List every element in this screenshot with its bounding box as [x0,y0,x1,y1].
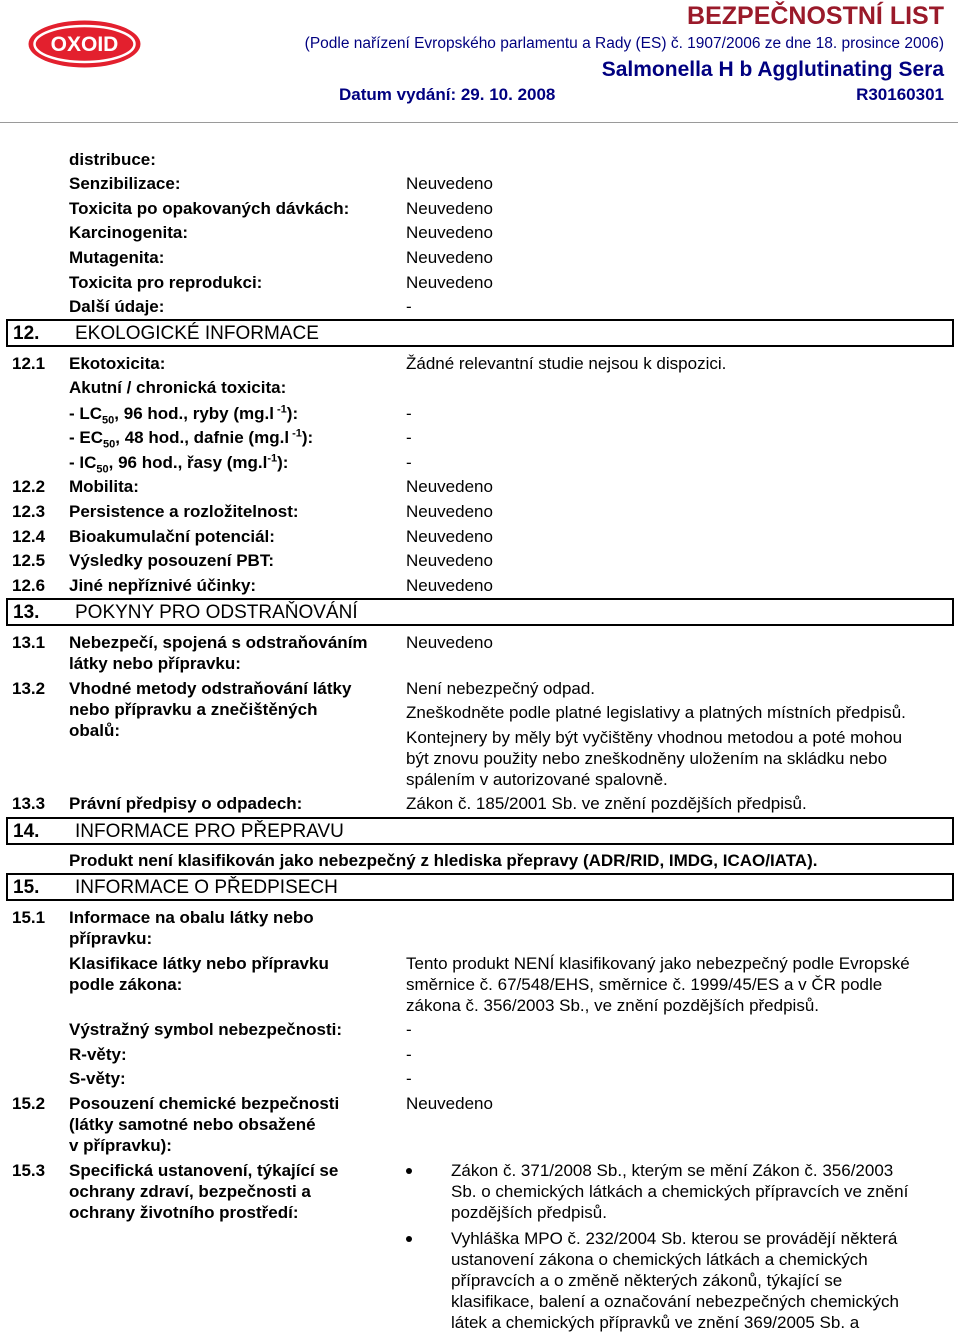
section-title: POKYNY PRO ODSTRAŇOVÁNÍ [75,602,358,623]
ic50-label: - $IC_{50}$, 96 hod., řasy $(mg.l^{-1})$: [69,452,289,476]
ec50-label: - $EC_{50}$, 48 hod., dafnie (mg.l $^{-1}$): [69,427,314,451]
bullet-icon [406,1168,412,1174]
item-label: nebo přípravku a znečištěných [69,700,318,719]
tox-value: Neuvedeno [406,174,493,193]
item-value: Zákon č. 185/2001 Sb. ve znění pozdějších předpisů. [406,794,807,813]
section-12-header [6,319,954,347]
item-value: Neuvedeno [406,527,493,546]
item-number: 13.1 [12,633,46,652]
document-title: BEZPEČNOSTNÍ LIST [687,2,944,30]
section-15-header [6,873,954,901]
oxoid-logo [28,20,141,68]
item-label: ochrany životního prostředí: [69,1203,299,1222]
item-number: 12.3 [12,502,46,521]
item-label: Posouzení chemické bezpečnosti [69,1094,340,1113]
item-label: obalů: [69,721,120,740]
ec50-value: - [406,428,412,447]
s-phrases-label: S-věty: [69,1069,126,1088]
item-label: Bioakumulační potenciál: [69,527,275,546]
item-value: být znovu použity nebo zneškodněny uložením na skládku nebo [406,749,888,768]
ecotoxicity-value: Žádné relevantní studie nejsou k dispozici. [406,354,727,373]
tox-label: Senzibilizace: [69,174,181,193]
classification-label: Klasifikace látky nebo přípravku [69,954,329,973]
section-title: INFORMACE O PŘEDPISECH [75,877,338,898]
section-number: 12. [13,323,40,344]
issue-date: Datum vydání: 29. 10. 2008 [339,85,556,104]
regulation-item: pozdějších předpisů. [451,1203,607,1222]
ic50-value: - [406,453,412,472]
classification-value: Tento produkt NENÍ klasifikovaný jako nebezpečný podle Evropské [406,954,910,973]
bullet-icon [406,1236,412,1242]
regulation-item: klasifikace, balení a označování nebezpečných chemických [451,1292,899,1311]
item-label: přípravku: [69,929,153,948]
item-value: Neuvedeno [406,502,493,521]
item-label: látky nebo přípravku: [69,654,241,673]
item-number: 15.2 [12,1094,46,1113]
item-number: 12.1 [12,354,46,373]
item-label: (látky samotné nebo obsažené [69,1115,316,1134]
item-label: Mobilita: [69,477,139,496]
ecotoxicity-label: Ekotoxicita: [69,354,166,373]
regulation-item: ustanovení zákona o chemických látkách a chemických [451,1250,868,1269]
tox-value: Neuvedeno [406,223,493,242]
tox-value: Neuvedeno [406,248,493,267]
item-value: Neuvedeno [406,477,493,496]
classification-value: směrnice č. 67/548/EHS, směrnice č. 1999/45/ES a v ČR podle [406,975,883,994]
product-name: Salmonella H b Agglutinating Sera [601,58,944,81]
item-number: 13.3 [12,794,46,813]
section-title: EKOLOGICKÉ INFORMACE [75,323,319,344]
item-label: Právní předpisy o odpadech: [69,794,303,813]
section-14-header [6,817,954,845]
regulation-item: Sb. o chemických látkách a chemických přípravcích ve znění [451,1182,909,1201]
item-value: Neuvedeno [406,633,493,652]
regulation-item: Zákon č. 371/2008 Sb., kterým se mění Zákon č. 356/2003 [451,1161,894,1180]
header-divider [0,122,958,123]
r-phrases-label: R-věty: [69,1045,127,1064]
item-value: Kontejnery by měly být vyčištěny vhodnou metodou a poté mohou [406,728,903,747]
item-number: 12.2 [12,477,46,496]
regulation-item: látek a chemických přípravků ve znění 369/2005 Sb. a [451,1313,860,1332]
r-phrases-value: - [406,1045,412,1064]
logo-text: OXOID [50,33,119,56]
item-number: 13.2 [12,679,46,698]
classification-label: podle zákona: [69,975,183,994]
tox-label: Další údaje: [69,297,165,316]
document-code: R30160301 [856,85,944,104]
lc50-label: - $LC_{50}$, 96 hod., ryby (mg.l $^{-1}$): [69,403,299,427]
s-phrases-value: - [406,1069,412,1088]
item-value: Není nebezpečný odpad. [406,679,596,698]
transport-statement: Produkt není klasifikován jako nebezpečný z hlediska přepravy (ADR/RID, IMDG, ICAO/IATA). [69,851,818,870]
section-number: 15. [13,877,40,898]
item-label: Jiné nepříznivé účinky: [69,576,257,595]
item-label: Specifická ustanovení, týkající se [69,1161,339,1180]
section-title: INFORMACE PRO PŘEPRAVU [75,821,344,842]
item-number: 15.3 [12,1161,46,1180]
hazard-symbol-value: - [406,1020,412,1039]
item-number: 15.1 [12,908,46,927]
tox-value: Neuvedeno [406,273,493,292]
item-value: Neuvedeno [406,576,493,595]
classification-value: zákona č. 356/2003 Sb., ve znění pozdějších předpisů. [406,996,819,1015]
tox-label: Toxicita po opakovaných dávkách: [69,199,350,218]
section-13-header [6,598,954,626]
tox-label: Mutagenita: [69,248,165,267]
item-label: Výsledky posouzení PBT: [69,551,274,570]
regulation-item: Vyhláška MPO č. 232/2004 Sb. kterou se provádějí některá [451,1229,898,1248]
tox-label: Toxicita pro reprodukci: [69,273,263,292]
distribution-label: distribuce: [69,150,156,169]
item-number: 12.4 [12,527,46,546]
regulation-item: přípravcích a o změně některých zákonů, týkající se [451,1271,843,1290]
item-number: 12.6 [12,576,46,595]
acute-toxicity-label: Akutní / chronická toxicita: [69,378,287,397]
section-number: 13. [13,602,40,623]
hazard-symbol-label: Výstražný symbol nebezpečnosti: [69,1020,343,1039]
item-label: ochrany zdraví, bezpečnosti a [69,1182,311,1201]
section-number: 14. [13,821,40,842]
item-label: Informace na obalu látky nebo [69,908,314,927]
lc50-value: - [406,404,412,423]
item-label: Nebezpečí, spojená s odstraňováním [69,633,368,652]
item-value: Neuvedeno [406,551,493,570]
item-label: v přípravku): [69,1136,172,1155]
item-value: spálením v autorizované spalovně. [406,770,668,789]
tox-value: Neuvedeno [406,199,493,218]
item-value: Neuvedeno [406,1094,493,1113]
item-label: Vhodné metody odstraňování látky [69,679,352,698]
item-value: Zneškodněte podle platné legislativy a platných místních předpisů. [406,703,906,722]
item-number: 12.5 [12,551,46,570]
tox-value: - [406,297,412,316]
regulation-subtitle: (Podle nařízení Evropského parlamentu a Rady (ES) č. 1907/2006 ze dne 18. prosince 2006) [304,35,944,52]
item-label: Persistence a rozložitelnost: [69,502,299,521]
tox-label: Karcinogenita: [69,223,189,242]
